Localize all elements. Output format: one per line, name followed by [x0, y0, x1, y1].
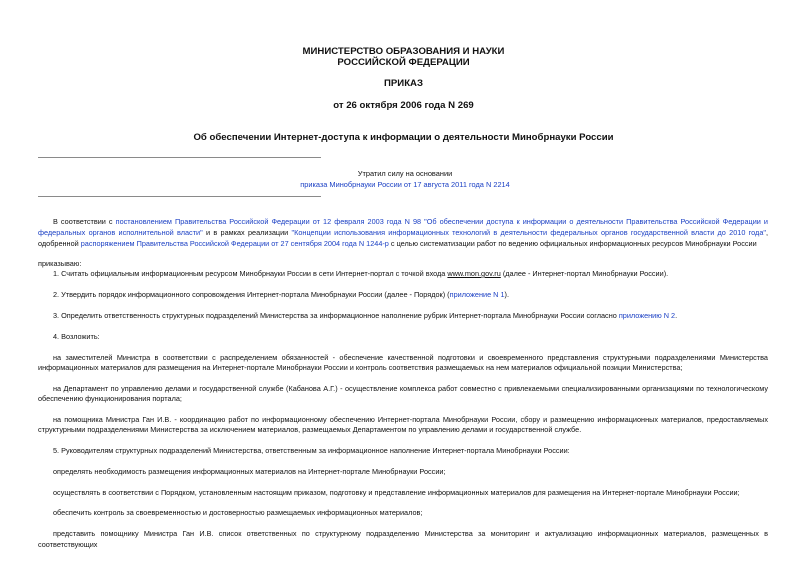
item-text: .	[675, 311, 678, 320]
repeal-link[interactable]	[300, 180, 510, 190]
divider-top	[38, 157, 321, 158]
appendix-1-link[interactable]: приложение N 1	[449, 290, 505, 299]
preamble-text: В соответствии с	[53, 217, 116, 226]
item-1	[38, 269, 768, 280]
item-text: 1. Считать официальным информационным ресурсом Минобрнауки России в сети Интернет-портал с точкой входа	[53, 269, 448, 278]
preamble-text: и в рамках реализации	[202, 228, 292, 237]
item-4: 4. Возложить:	[53, 332, 100, 341]
item-5d: представить помощнику Министра Ган И.В. список ответственных по структурному подразделению Министерства за мониторинг и актуализацию информационных материалов, размещенных в соответствующих	[38, 529, 768, 549]
preamble-line-2	[38, 228, 768, 239]
ministry-line-1: МИНИСТЕРСТВО ОБРАЗОВАНИЯ И НАУКИ	[302, 46, 505, 57]
preamble-text: ,	[765, 228, 768, 237]
item-4a-line-1: на заместителей Министра в соответствии с распределением обязанностей - обеспечение качественной подготовки и своевременного представления структурными подразделениями Министерства	[53, 353, 768, 362]
preamble-text: одобренной	[38, 239, 81, 248]
item-text: 2. Утвердить порядок информационного сопровождения Интернет-портала Минобрнауки России (далее - Порядок) (	[53, 290, 450, 299]
item-2	[38, 290, 768, 301]
repeal-note: Утратил силу на основании	[357, 169, 453, 178]
item-5: 5. Руководителям структурных подразделений Министерства, ответственным за информационное наполнение Интернет-портала Минобрнауки России:	[53, 446, 570, 455]
site-address: www.mon.gov.ru	[447, 269, 501, 278]
item-4b-line-2: обеспечению функционирования портала;	[38, 394, 182, 403]
item-text: 3. Определить ответственность структурных подразделений Министерства за информационное наполнение рубрик Интернет-портала Минобрнауки России согласно	[53, 311, 619, 320]
item-text: ).	[504, 290, 509, 299]
item-4c-line-1: на помощника Министра Ган И.В. - координацию работ по информационному обеспечению Интернет-портала Минобрнауки России, сбору и размещению информационных материалов, предоставляемых	[53, 415, 768, 424]
divider-bottom	[38, 196, 321, 197]
preamble-text: с целью систематизации работ по ведению официальных информационных ресурсов Минобрнауки России	[388, 239, 757, 248]
decree-98-link-cont[interactable]: федеральных органов исполнительной власти"	[38, 228, 203, 237]
doc-date-number: от 26 октября 2006 года N 269	[333, 100, 474, 111]
decree-98-link[interactable]: постановлением Правительства Российской Федерации от 12 февраля 2003 года N 98 "Об обеспечении доступа к информации о деятельности Правительства Российской Федерации и	[115, 217, 769, 226]
item-5a: определять необходимость размещения информационных материалов на Интернет-портале Минобрнауки России;	[53, 467, 446, 476]
appendix-2-link[interactable]: приложению N 2	[618, 311, 676, 320]
item-4c-line-2: структурными подразделениями Министерства за исключением материалов, размещаемых Департаментом по управлению делами и государственной службе.	[38, 425, 582, 434]
order-1244-link[interactable]: распоряжением Правительства Российской Федерации от 27 сентября 2004 года N 1244-р	[80, 239, 389, 248]
doc-title: Об обеспечении Интернет-доступа к информации о деятельности Минобрнауки России	[193, 132, 614, 143]
item-5c: обеспечить контроль за своевременностью и достоверностью размещаемых информационных материалов;	[53, 508, 423, 517]
order-word: приказываю:	[38, 259, 82, 268]
concept-2010-link[interactable]: "Концепции использования информационных технологий в деятельности федеральных органов государственной власти до 2010 года"	[291, 228, 766, 237]
ministry-line-2: РОССИЙСКОЙ ФЕДЕРАЦИИ	[337, 57, 470, 68]
doc-type: ПРИКАЗ	[384, 78, 423, 89]
preamble-line-1	[38, 217, 768, 228]
item-3	[38, 311, 768, 322]
item-4b-line-1: на Департамент по управлению делами и государственной службе (Кабанова А.Г.) - осуществление комплекса работ совместно с привлекаемыми специализированными организациями по технологическому	[53, 384, 768, 393]
repeal-order-link[interactable]: приказа Минобрнауки России от 17 августа 2011 года N 2214	[300, 180, 510, 189]
item-text: (далее - Интернет-портал Минобрнауки России).	[500, 269, 669, 278]
item-4a-line-2: информационных материалов для размещения на Интернет-портале Минобрнауки России и контроль соответствия размещаемых на нем материалов официальной позиции Министерства;	[38, 363, 683, 372]
item-5b: осуществлять в соответствии с Порядком, установленным настоящим приказом, подготовку и представление информационных материалов для размещения на Интернет-портале Минобрнауки России;	[53, 488, 740, 497]
preamble-line-3	[38, 239, 768, 250]
